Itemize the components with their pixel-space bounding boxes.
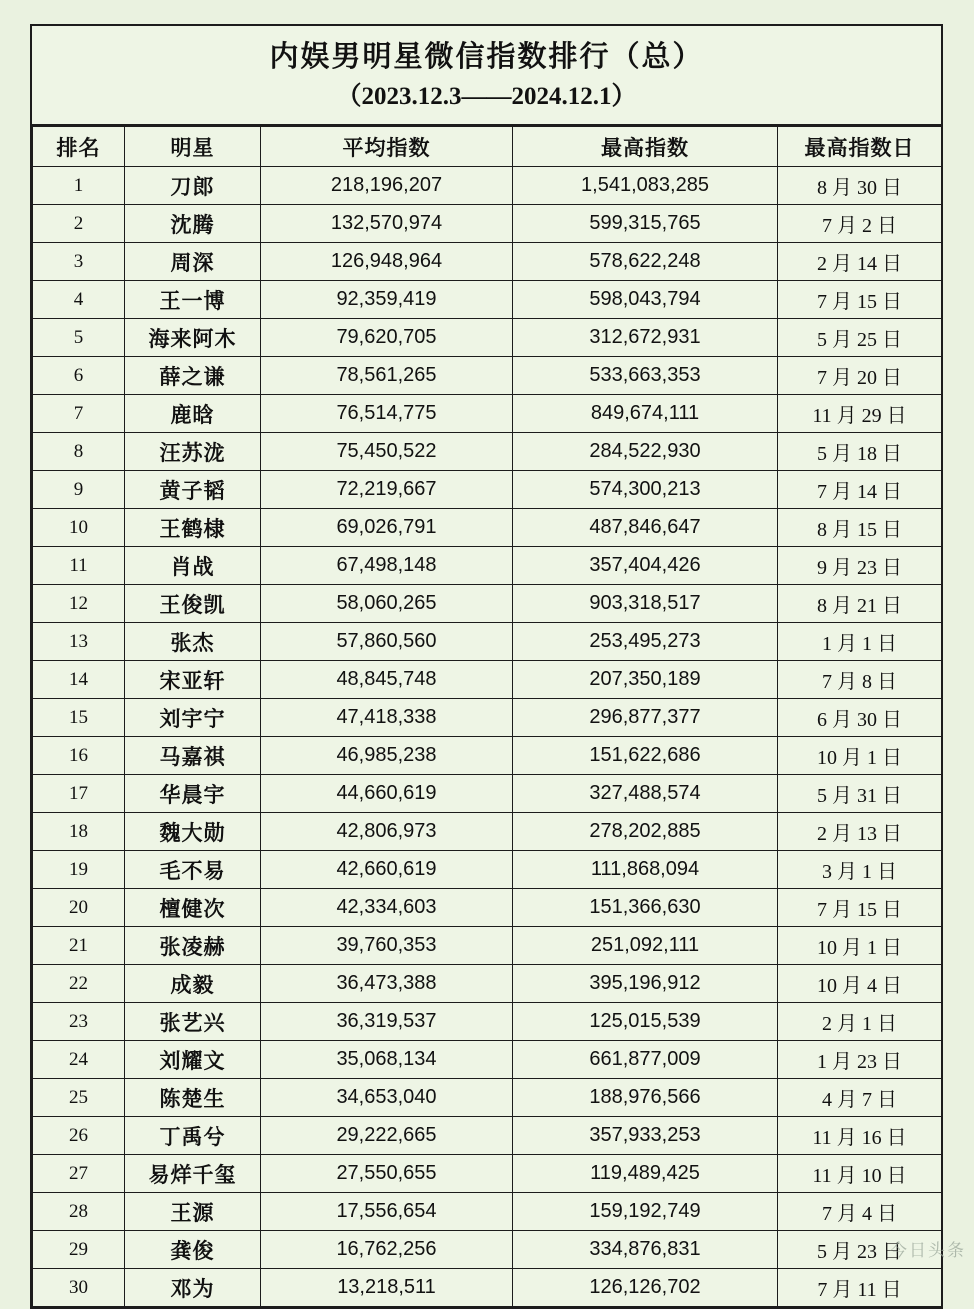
document-subtitle: （2023.12.3——2024.12.1） xyxy=(336,83,637,111)
watermark: 今日头条 xyxy=(890,1241,966,1261)
cell-star-name: 宋亚轩 xyxy=(125,661,261,699)
cell-average-index: 36,319,537 xyxy=(261,1003,513,1041)
table-row xyxy=(33,281,942,319)
table-body xyxy=(33,167,942,1307)
cell-max-index: 395,196,912 xyxy=(513,965,778,1003)
cell-max-index-date: 7 月 20 日 xyxy=(778,357,942,395)
column-header-rank: 排名 xyxy=(33,127,125,167)
cell-max-index-date: 5 月 18 日 xyxy=(778,433,942,471)
table-row xyxy=(33,889,942,927)
cell-max-index-date: 2 月 13 日 xyxy=(778,813,942,851)
cell-rank: 13 xyxy=(33,623,125,661)
cell-rank: 9 xyxy=(33,471,125,509)
cell-max-index-date: 7 月 15 日 xyxy=(778,889,942,927)
cell-star-name: 王源 xyxy=(125,1193,261,1231)
cell-average-index: 47,418,338 xyxy=(261,699,513,737)
table-row xyxy=(33,851,942,889)
cell-rank: 21 xyxy=(33,927,125,965)
cell-max-index: 598,043,794 xyxy=(513,281,778,319)
cell-max-index: 119,489,425 xyxy=(513,1155,778,1193)
cell-max-index: 125,015,539 xyxy=(513,1003,778,1041)
cell-rank: 15 xyxy=(33,699,125,737)
cell-average-index: 42,334,603 xyxy=(261,889,513,927)
cell-average-index: 76,514,775 xyxy=(261,395,513,433)
table-row xyxy=(33,1269,942,1307)
cell-average-index: 69,026,791 xyxy=(261,509,513,547)
cell-rank: 8 xyxy=(33,433,125,471)
cell-star-name: 成毅 xyxy=(125,965,261,1003)
cell-rank: 25 xyxy=(33,1079,125,1117)
table-row xyxy=(33,1155,942,1193)
cell-star-name: 张凌赫 xyxy=(125,927,261,965)
cell-max-index-date: 5 月 25 日 xyxy=(778,319,942,357)
table-row xyxy=(33,1079,942,1117)
cell-average-index: 92,359,419 xyxy=(261,281,513,319)
table-row xyxy=(33,699,942,737)
table-header-row xyxy=(33,127,942,167)
cell-average-index: 46,985,238 xyxy=(261,737,513,775)
table-row xyxy=(33,623,942,661)
column-header-star: 明星 xyxy=(125,127,261,167)
document-title: 内娱男明星微信指数排行（总） xyxy=(269,41,704,73)
cell-max-index-date: 7 月 8 日 xyxy=(778,661,942,699)
column-header-average-index: 平均指数 xyxy=(261,127,513,167)
cell-rank: 29 xyxy=(33,1231,125,1269)
cell-star-name: 陈楚生 xyxy=(125,1079,261,1117)
cell-rank: 2 xyxy=(33,205,125,243)
cell-star-name: 海来阿木 xyxy=(125,319,261,357)
table-row xyxy=(33,167,942,205)
cell-max-index: 599,315,765 xyxy=(513,205,778,243)
cell-average-index: 132,570,974 xyxy=(261,205,513,243)
cell-average-index: 42,806,973 xyxy=(261,813,513,851)
cell-max-index-date: 7 月 4 日 xyxy=(778,1193,942,1231)
cell-average-index: 79,620,705 xyxy=(261,319,513,357)
cell-average-index: 35,068,134 xyxy=(261,1041,513,1079)
cell-star-name: 王鹤棣 xyxy=(125,509,261,547)
cell-rank: 22 xyxy=(33,965,125,1003)
column-header-max-index-date: 最高指数日 xyxy=(778,127,942,167)
cell-rank: 27 xyxy=(33,1155,125,1193)
cell-average-index: 67,498,148 xyxy=(261,547,513,585)
table-row xyxy=(33,1003,942,1041)
cell-max-index-date: 11 月 16 日 xyxy=(778,1117,942,1155)
cell-rank: 12 xyxy=(33,585,125,623)
cell-average-index: 29,222,665 xyxy=(261,1117,513,1155)
cell-rank: 1 xyxy=(33,167,125,205)
cell-max-index-date: 3 月 1 日 xyxy=(778,851,942,889)
table-row xyxy=(33,927,942,965)
cell-average-index: 42,660,619 xyxy=(261,851,513,889)
cell-max-index-date: 8 月 21 日 xyxy=(778,585,942,623)
cell-max-index-date: 11 月 29 日 xyxy=(778,395,942,433)
table-header xyxy=(33,127,942,167)
cell-rank: 28 xyxy=(33,1193,125,1231)
cell-rank: 5 xyxy=(33,319,125,357)
cell-star-name: 邓为 xyxy=(125,1269,261,1307)
cell-star-name: 肖战 xyxy=(125,547,261,585)
cell-star-name: 檀健次 xyxy=(125,889,261,927)
cell-rank: 11 xyxy=(33,547,125,585)
cell-star-name: 鹿晗 xyxy=(125,395,261,433)
cell-rank: 10 xyxy=(33,509,125,547)
cell-max-index: 487,846,647 xyxy=(513,509,778,547)
column-header-max-index: 最高指数 xyxy=(513,127,778,167)
cell-max-index: 312,672,931 xyxy=(513,319,778,357)
cell-average-index: 34,653,040 xyxy=(261,1079,513,1117)
cell-rank: 6 xyxy=(33,357,125,395)
cell-rank: 23 xyxy=(33,1003,125,1041)
cell-star-name: 汪苏泷 xyxy=(125,433,261,471)
table-row xyxy=(33,1231,942,1269)
cell-max-index-date: 8 月 15 日 xyxy=(778,509,942,547)
cell-average-index: 218,196,207 xyxy=(261,167,513,205)
table-row xyxy=(33,965,942,1003)
table-row xyxy=(33,737,942,775)
cell-max-index: 278,202,885 xyxy=(513,813,778,851)
table-row xyxy=(33,471,942,509)
table-row xyxy=(33,813,942,851)
cell-star-name: 刀郎 xyxy=(125,167,261,205)
cell-average-index: 44,660,619 xyxy=(261,775,513,813)
cell-rank: 16 xyxy=(33,737,125,775)
table-row xyxy=(33,395,942,433)
cell-max-index: 1,541,083,285 xyxy=(513,167,778,205)
cell-max-index: 251,092,111 xyxy=(513,927,778,965)
cell-star-name: 王俊凯 xyxy=(125,585,261,623)
cell-rank: 3 xyxy=(33,243,125,281)
cell-max-index-date: 10 月 1 日 xyxy=(778,927,942,965)
cell-star-name: 马嘉祺 xyxy=(125,737,261,775)
cell-max-index-date: 2 月 1 日 xyxy=(778,1003,942,1041)
cell-max-index: 151,622,686 xyxy=(513,737,778,775)
cell-rank: 18 xyxy=(33,813,125,851)
cell-max-index-date: 4 月 7 日 xyxy=(778,1079,942,1117)
title-block xyxy=(32,26,941,126)
cell-max-index: 661,877,009 xyxy=(513,1041,778,1079)
cell-star-name: 沈腾 xyxy=(125,205,261,243)
cell-star-name: 龚俊 xyxy=(125,1231,261,1269)
cell-max-index-date: 6 月 30 日 xyxy=(778,699,942,737)
cell-star-name: 毛不易 xyxy=(125,851,261,889)
cell-max-index-date: 11 月 10 日 xyxy=(778,1155,942,1193)
cell-average-index: 17,556,654 xyxy=(261,1193,513,1231)
cell-rank: 14 xyxy=(33,661,125,699)
cell-max-index: 578,622,248 xyxy=(513,243,778,281)
cell-star-name: 华晨宇 xyxy=(125,775,261,813)
table-row xyxy=(33,661,942,699)
cell-average-index: 27,550,655 xyxy=(261,1155,513,1193)
cell-max-index: 253,495,273 xyxy=(513,623,778,661)
cell-max-index: 334,876,831 xyxy=(513,1231,778,1269)
cell-rank: 26 xyxy=(33,1117,125,1155)
cell-max-index: 207,350,189 xyxy=(513,661,778,699)
cell-average-index: 36,473,388 xyxy=(261,965,513,1003)
cell-rank: 4 xyxy=(33,281,125,319)
cell-max-index: 284,522,930 xyxy=(513,433,778,471)
cell-max-index: 574,300,213 xyxy=(513,471,778,509)
table-row xyxy=(33,357,942,395)
cell-max-index-date: 5 月 31 日 xyxy=(778,775,942,813)
cell-rank: 20 xyxy=(33,889,125,927)
cell-average-index: 58,060,265 xyxy=(261,585,513,623)
cell-rank: 30 xyxy=(33,1269,125,1307)
cell-max-index-date: 7 月 11 日 xyxy=(778,1269,942,1307)
table-row xyxy=(33,775,942,813)
cell-average-index: 13,218,511 xyxy=(261,1269,513,1307)
table-row xyxy=(33,1117,942,1155)
table-row xyxy=(33,585,942,623)
cell-average-index: 78,561,265 xyxy=(261,357,513,395)
cell-max-index-date: 9 月 23 日 xyxy=(778,547,942,585)
cell-average-index: 16,762,256 xyxy=(261,1231,513,1269)
table-row xyxy=(33,509,942,547)
cell-max-index: 188,976,566 xyxy=(513,1079,778,1117)
cell-max-index: 111,868,094 xyxy=(513,851,778,889)
cell-star-name: 薛之谦 xyxy=(125,357,261,395)
cell-rank: 7 xyxy=(33,395,125,433)
table-row xyxy=(33,1041,942,1079)
cell-average-index: 57,860,560 xyxy=(261,623,513,661)
cell-max-index-date: 5 月 23 日 xyxy=(778,1231,942,1269)
cell-star-name: 周深 xyxy=(125,243,261,281)
cell-max-index-date: 8 月 30 日 xyxy=(778,167,942,205)
cell-rank: 24 xyxy=(33,1041,125,1079)
cell-star-name: 魏大勋 xyxy=(125,813,261,851)
cell-star-name: 张艺兴 xyxy=(125,1003,261,1041)
cell-max-index: 903,318,517 xyxy=(513,585,778,623)
cell-rank: 17 xyxy=(33,775,125,813)
cell-star-name: 丁禹兮 xyxy=(125,1117,261,1155)
cell-max-index: 357,933,253 xyxy=(513,1117,778,1155)
cell-max-index: 296,877,377 xyxy=(513,699,778,737)
cell-max-index-date: 7 月 2 日 xyxy=(778,205,942,243)
cell-max-index: 357,404,426 xyxy=(513,547,778,585)
cell-average-index: 72,219,667 xyxy=(261,471,513,509)
cell-max-index-date: 1 月 23 日 xyxy=(778,1041,942,1079)
cell-star-name: 刘耀文 xyxy=(125,1041,261,1079)
cell-max-index: 151,366,630 xyxy=(513,889,778,927)
cell-max-index: 327,488,574 xyxy=(513,775,778,813)
cell-star-name: 王一博 xyxy=(125,281,261,319)
cell-average-index: 126,948,964 xyxy=(261,243,513,281)
cell-max-index: 849,674,111 xyxy=(513,395,778,433)
cell-max-index: 126,126,702 xyxy=(513,1269,778,1307)
cell-max-index-date: 10 月 1 日 xyxy=(778,737,942,775)
cell-max-index-date: 7 月 14 日 xyxy=(778,471,942,509)
table-row xyxy=(33,1193,942,1231)
cell-star-name: 刘宇宁 xyxy=(125,699,261,737)
cell-average-index: 48,845,748 xyxy=(261,661,513,699)
cell-max-index: 533,663,353 xyxy=(513,357,778,395)
cell-average-index: 39,760,353 xyxy=(261,927,513,965)
cell-max-index-date: 7 月 15 日 xyxy=(778,281,942,319)
cell-max-index-date: 1 月 1 日 xyxy=(778,623,942,661)
cell-max-index: 159,192,749 xyxy=(513,1193,778,1231)
table-row xyxy=(33,547,942,585)
cell-max-index-date: 10 月 4 日 xyxy=(778,965,942,1003)
cell-average-index: 75,450,522 xyxy=(261,433,513,471)
ranking-table xyxy=(32,126,942,1307)
cell-star-name: 易烊千玺 xyxy=(125,1155,261,1193)
cell-star-name: 黄子韬 xyxy=(125,471,261,509)
table-row xyxy=(33,243,942,281)
table-row xyxy=(33,205,942,243)
ranking-sheet xyxy=(30,24,943,1309)
table-row xyxy=(33,319,942,357)
cell-star-name: 张杰 xyxy=(125,623,261,661)
table-row xyxy=(33,433,942,471)
cell-max-index-date: 2 月 14 日 xyxy=(778,243,942,281)
cell-rank: 19 xyxy=(33,851,125,889)
